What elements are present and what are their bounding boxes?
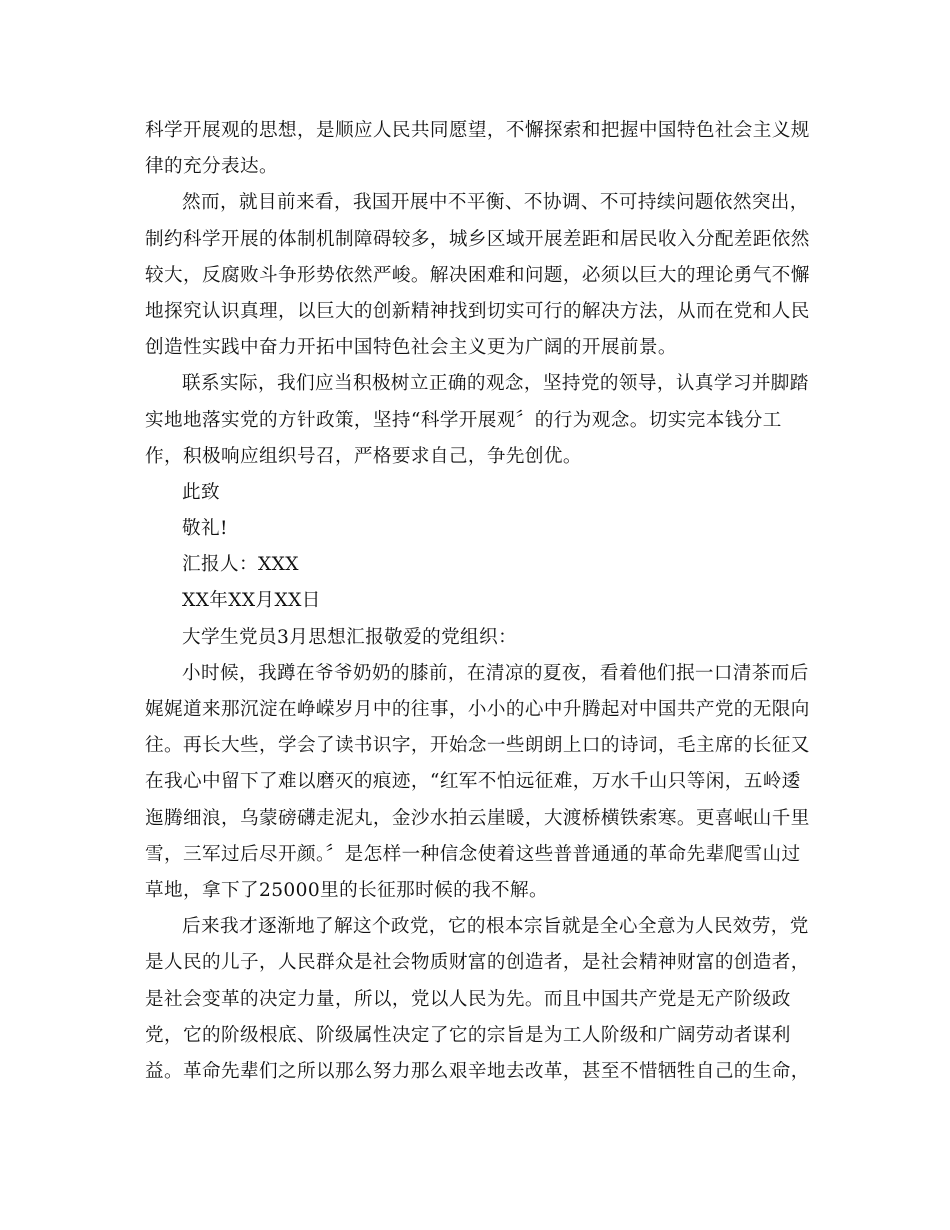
text-line: 迤腾细浪，乌蒙磅礴走泥丸，金沙水拍云崖暖，大渡桥横铁索寒。更喜岷山千里: [145, 807, 810, 829]
text-line: 律的充分表达。: [145, 156, 278, 178]
text-line: 是社会变革的决定力量，所以，党以人民为先。而且中国共产党是无产阶级政: [145, 988, 791, 1010]
text-line: 益。革命先辈们之所以那么努力那么艰辛地去改革，甚至不惜牺牲自己的生命，: [145, 1060, 810, 1082]
text-line: 制约科学开展的体制机制障碍较多，城乡区域开展差距和居民收入分配差距依然: [145, 228, 810, 250]
document-body: [145, 113, 810, 1090]
text-line: 作，积极响应组织号召，严格要求自己，争先创优。: [145, 445, 582, 467]
text-line: 汇报人：XXX: [182, 554, 299, 576]
text-line: 草地，拿下了25000里的长征那时候的我不解。: [145, 879, 549, 901]
text-line: 较大，反腐败斗争形势依然严峻。解决困难和问题，必须以巨大的理论勇气不懈: [145, 264, 810, 286]
text-line: 小时候，我蹲在爷爷奶奶的膝前，在清凉的夏夜，看着他们抿一口清茶而后: [182, 662, 809, 684]
text-line: 地探究认识真理，以巨大的创新精神找到切实可行的解决方法，从而在党和人民: [145, 300, 810, 322]
text-line: 雪，三军过后尽开颜。〞是怎样一种信念使着这些普普通通的革命先辈爬雪山过: [145, 843, 801, 865]
text-line: 敬礼!: [182, 518, 228, 540]
text-line: 娓娓道来那沉淀在峥嵘岁月中的往事，小小的心中升腾起对中国共产党的无限向: [145, 699, 810, 720]
text-line: 是人民的儿子，人民群众是社会物质财富的创造者，是社会精神财富的创造者，: [145, 952, 810, 974]
text-line: 党，它的阶级根底、阶级属性决定了它的宗旨是为工人阶级和广阔劳动者谋利: [145, 1024, 791, 1046]
text-line: 在我心中留下了难以磨灭的痕迹，“红军不怕远征难，万水千山只等闲，五岭逶: [145, 771, 801, 793]
text-line: 大学生党员3月思想汇报敬爱的党组织：: [182, 626, 518, 648]
text-line: 然而，就目前来看，我国开展中不平衡、不协调、不可持续问题依然突出，: [182, 192, 809, 214]
text-line: 创造性实践中奋力开拓中国特色社会主义更为广阔的开展前景。: [145, 337, 677, 359]
text-line: 此致: [182, 481, 220, 503]
text-line: 实地地落实党的方针政策，坚持“科学开展观〞的行为观念。切实完本钱分工: [145, 409, 782, 431]
text-line: 科学开展观的思想，是顺应人民共同愿望，不懈探索和把握中国特色社会主义规: [145, 120, 810, 141]
text-line: 联系实际，我们应当积极树立正确的观念，坚持党的领导，认真学习并脚踏: [182, 373, 809, 395]
text-line: XX年XX月XX日: [182, 590, 321, 612]
text-line: 后来我才逐渐地了解这个政党，它的根本宗旨就是全心全意为人民效劳，党: [182, 916, 809, 938]
text-line: 往。再长大些，学会了读书识字，开始念一些朗朗上口的诗词，毛主席的长征又: [145, 735, 810, 757]
